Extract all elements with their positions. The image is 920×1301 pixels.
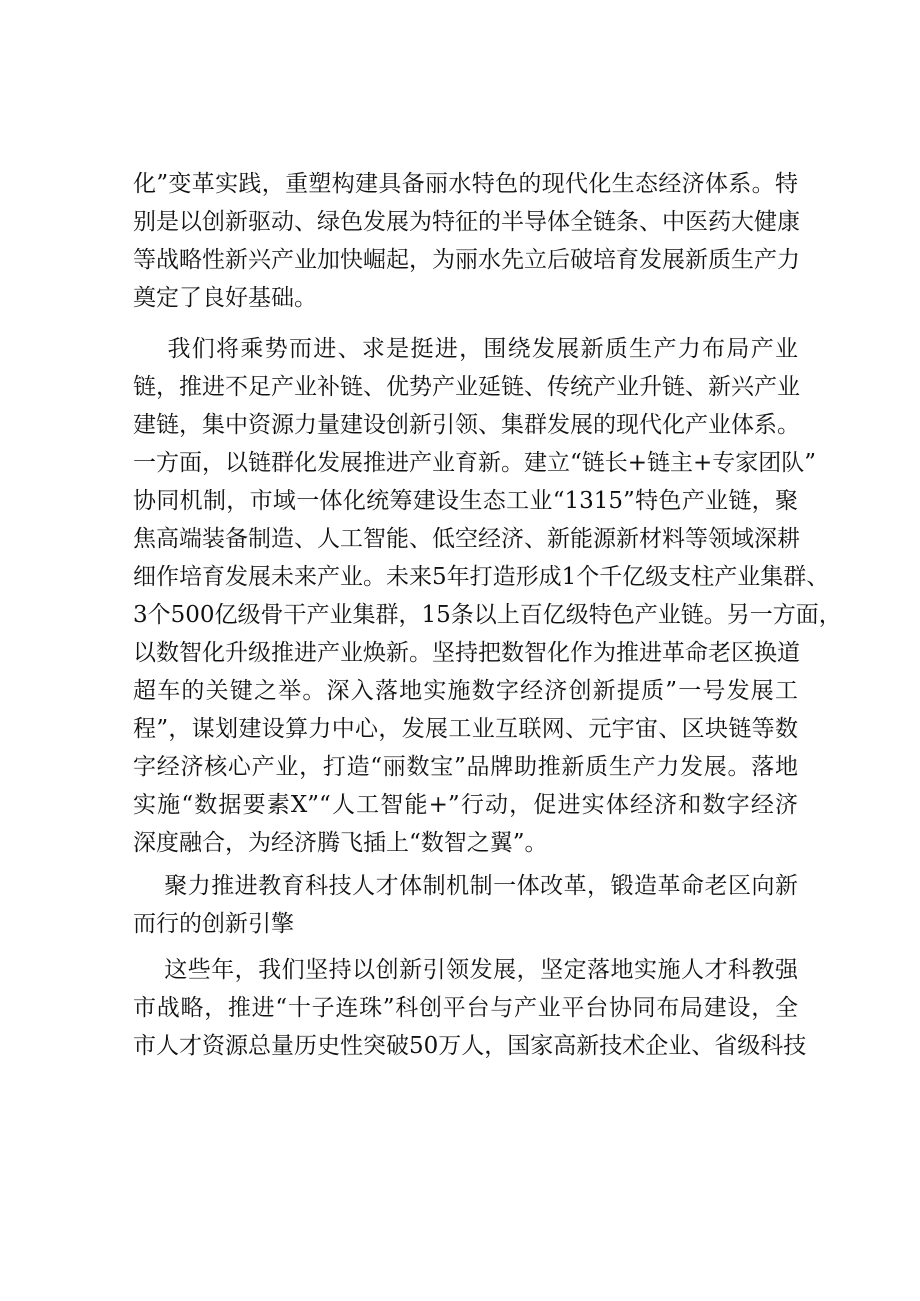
paragraph-2-line-10: 超车的关键之举。深入落地实施数字经济创新提质”一号发展工 <box>133 678 798 704</box>
paragraph-2-line-6: 焦高端装备制造、人工智能、低空经济、新能源新材料等领域深耕 <box>133 526 800 552</box>
paragraph-spacer <box>133 943 798 951</box>
paragraph-1-line-4: 奠定了良好基础。 <box>133 285 317 311</box>
paragraph-2-line-9: 以数智化升级推进产业焕新。坚持把数智化作为推进革命老区换道 <box>133 640 800 666</box>
paragraph-2-line-4: 一方面，以链群化发展推进产业育新。建立“链长+链主+专家团队” <box>133 450 817 476</box>
paragraph-2-line-14: 深度融合，为经济腾飞插上“数智之翼”。 <box>133 830 548 856</box>
paragraph-2-line-13: 实施“数据要素X”“人工智能+”行动，促进实体经济和数字经济 <box>133 792 798 818</box>
paragraph-2-line-2: 链，推进不足产业补链、优势产业延链、传统产业升链、新兴产业 <box>133 374 800 400</box>
paragraph-spacer <box>133 317 798 330</box>
paragraph-2-line-7: 细作培育发展未来产业。未来5年打造形成1个千亿级支柱产业集群、 <box>133 564 830 590</box>
paragraph-2-line-12: 字经济核心产业，打造“丽数宝”品牌助推新质生产力发展。落地 <box>133 754 798 780</box>
document-body <box>133 165 842 1065</box>
paragraph-1-line-3: 等战略性新兴产业加快崛起，为丽水先立后破培育发展新质生产力 <box>133 247 800 273</box>
section-heading-line-2: 而行的创新引擎 <box>133 911 294 937</box>
paragraph-2-line-11: 程”，谋划建设算力中心，发展工业互联网、元宇宙、区块链等数 <box>133 716 798 742</box>
paragraph-1-line-2: 别是以创新驱动、绿色发展为特征的半导体全链条、中医药大健康 <box>133 209 800 235</box>
section-heading-line-1: 聚力推进教育科技人才体制机制一体改革，锻造革命老区向新 <box>133 873 798 899</box>
paragraph-2-line-8: 3个500亿级骨干产业集群，15条以上百亿级特色产业链。另一方面， <box>133 602 842 628</box>
paragraph-4-line-1: 这些年，我们坚持以创新引领发展，坚定落地实施人才科教强 <box>133 957 798 983</box>
paragraph-2-line-5: 协同机制，市域一体化统筹建设生态工业“1315”特色产业链，聚 <box>133 488 798 514</box>
paragraph-1-line-1: 化”变革实践，重塑构建具备丽水特色的现代化生态经济体系。特 <box>133 171 798 197</box>
paragraph-2-line-3: 建链，集中资源力量建设创新引领、集群发展的现代化产业体系。 <box>133 412 800 438</box>
paragraph-4-line-3: 市人才资源总量历史性突破50万人，国家高新技术企业、省级科技 <box>133 1033 807 1059</box>
paragraph-2-line-1: 我们将乘势而进、求是挺进，围绕发展新质生产力布局产业 <box>133 336 798 362</box>
paragraph-4-line-2: 市战略，推进“十子连珠”科创平台与产业平台协同布局建设，全 <box>133 995 798 1021</box>
